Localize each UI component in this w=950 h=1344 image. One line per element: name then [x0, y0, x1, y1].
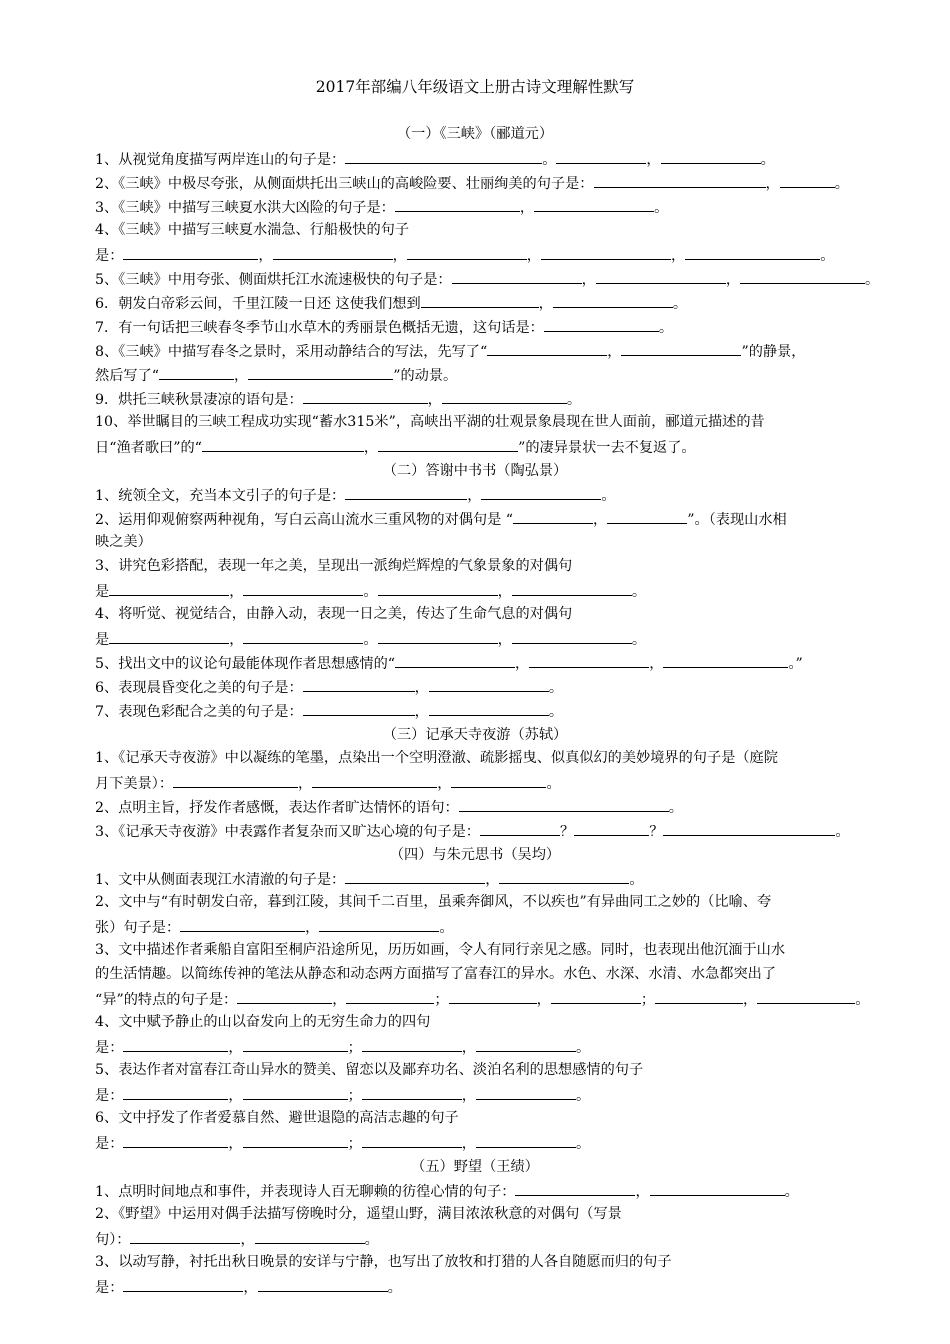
question-line: 1、从视觉角度描写两岸连山的句子是： 。 ， 。	[95, 148, 907, 170]
section-heading-1: （一）《三峡》（郦道元）	[396, 126, 554, 142]
section-heading-2: （二）答谢中书书（陶弘景）	[382, 463, 568, 479]
answer-blank[interactable]	[255, 1228, 365, 1244]
answer-blank[interactable]	[429, 700, 549, 716]
question-line: 5、表达作者对富春江奇山异水的赞美、留恋以及鄙弃功名、淡泊名利的思想感情的句子	[95, 1062, 644, 1078]
answer-blank[interactable]	[123, 1036, 228, 1052]
answer-blank[interactable]	[459, 796, 669, 812]
answer-blank[interactable]	[476, 1084, 576, 1100]
answer-blank[interactable]	[407, 244, 527, 260]
answer-blank[interactable]	[273, 244, 393, 260]
question-line: 4、将听觉、视觉结合，由静入动，表现一日之美，传达了生命气息的对偶句	[95, 606, 573, 622]
question-line: 日“渔者歌曰”的“ ， ”的凄异景状一去不复返了。	[95, 436, 907, 458]
answer-blank[interactable]	[655, 988, 743, 1004]
question-line: 1、统领全文，充当本文引子的句子是： ， 。	[95, 484, 907, 506]
answer-blank[interactable]	[607, 508, 687, 524]
answer-blank[interactable]	[243, 1036, 348, 1052]
answer-blank[interactable]	[123, 1132, 228, 1148]
question-line: 2、《野望》中运用对偶手法描写傍晚时分，遥望山野，满目浓浓秋意的对偶句（写景	[95, 1206, 622, 1222]
question-line: 映之美）	[95, 534, 152, 550]
answer-blank[interactable]	[541, 244, 671, 260]
answer-blank[interactable]	[378, 436, 518, 452]
answer-blank[interactable]	[621, 340, 741, 356]
answer-blank[interactable]	[481, 484, 601, 500]
answer-blank[interactable]	[451, 772, 546, 788]
answer-blank[interactable]	[421, 292, 539, 308]
question-line: 2、点明主旨，抒发作者感慨，表达作者旷达情怀的语句： 。	[95, 796, 907, 818]
question-line: 是 ， 。 ， 。	[95, 580, 907, 602]
question-line: 2、运用仰观俯察两种视角，写白云高山流水三重风物的对偶句是 “ ， ”。（表现山水相	[95, 508, 907, 530]
question-line: 2、文中与“有时朝发白帝，暮到江陵，其间千二百里，虽乘奔御风，不以疾也”有异曲同工之妙的（比喻、夸	[95, 894, 772, 910]
question-line: 句）： ， 。	[95, 1228, 907, 1250]
answer-blank[interactable]	[243, 1132, 348, 1148]
section-heading-5: （五）野望（王绩）	[411, 1159, 539, 1175]
question-line: 是： ， ， ， ， 。	[95, 244, 907, 266]
answer-blank[interactable]	[173, 772, 298, 788]
answer-blank[interactable]	[303, 700, 415, 716]
answer-blank[interactable]	[574, 820, 649, 836]
answer-blank[interactable]	[345, 868, 485, 884]
question-line: 8、《三峡》中描写春冬之景时，采用动静结合的写法，先写了“ ， ”的静景，	[95, 340, 907, 362]
answer-blank[interactable]	[663, 820, 835, 836]
answer-blank[interactable]	[345, 148, 437, 164]
question-line: 3、以动写静，衬托出秋日晚景的安详与宁静，也写出了放牧和打猎的人各自随愿而归的句子	[95, 1254, 672, 1270]
question-line: 7、表现色彩配合之美的句子是： ， 。	[95, 700, 907, 722]
question-line: 3、《三峡》中描写三峡夏水洪大凶险的句子是： ， 。	[95, 196, 907, 218]
answer-blank[interactable]	[515, 1180, 635, 1196]
answer-blank[interactable]	[596, 268, 726, 284]
answer-blank[interactable]	[512, 580, 632, 596]
question-line: 是： ， ； ， 。	[95, 1036, 907, 1058]
answer-blank[interactable]	[130, 1228, 240, 1244]
answer-blank[interactable]	[378, 628, 498, 644]
answer-blank[interactable]	[553, 292, 673, 308]
question-line: 6、表现晨昏变化之美的句子是： ， 。	[95, 676, 907, 698]
answer-blank[interactable]	[740, 268, 865, 284]
section-heading-3: （三）记承天寺夜游（苏轼）	[382, 727, 568, 743]
answer-blank[interactable]	[180, 916, 305, 932]
answer-blank[interactable]	[362, 1036, 462, 1052]
question-line: 5、找出文中的议论句最能体现作者思想感情的“ ， ， 。”	[95, 652, 907, 674]
answer-blank[interactable]	[551, 988, 641, 1004]
question-line: 月下美景）： ， ， 。	[95, 772, 907, 794]
answer-blank[interactable]	[303, 388, 428, 404]
answer-blank[interactable]	[159, 364, 234, 380]
answer-blank[interactable]	[243, 628, 363, 644]
question-line: “异”的特点的句子是： ， ； ， ； ， 。	[95, 988, 907, 1010]
question-line: 2、《三峡》中极尽夸张，从侧面烘托出三峡山的高峻险要、壮丽绚美的句子是： ， 。	[95, 172, 907, 194]
answer-blank[interactable]	[487, 340, 607, 356]
answer-blank[interactable]	[378, 580, 498, 596]
answer-blank[interactable]	[362, 1132, 462, 1148]
answer-blank[interactable]	[109, 628, 229, 644]
answer-blank[interactable]	[437, 148, 542, 164]
answer-blank[interactable]	[452, 268, 582, 284]
question-line: 3、《记承天寺夜游》中表露作者复杂而又旷达心境的句子是： ？ ？ 。	[95, 820, 907, 842]
answer-blank[interactable]	[248, 364, 393, 380]
answer-blank[interactable]	[780, 172, 835, 188]
answer-blank[interactable]	[202, 436, 364, 452]
answer-blank[interactable]	[499, 868, 629, 884]
question-line: 是： ， ； ， 。	[95, 1132, 907, 1154]
question-line: 3、文中描述作者乘船自富阳至桐庐沿途所见，历历如画，令人有同行亲见之感。同时，也表现出他沉湎于山水	[95, 942, 786, 958]
question-line: 9．烘托三峡秋景凄凉的语句是： ， 。	[95, 388, 907, 410]
answer-blank[interactable]	[123, 244, 258, 260]
question-line: 张）句子是： ， 。	[95, 916, 907, 938]
answer-blank[interactable]	[556, 148, 646, 164]
answer-blank[interactable]	[395, 196, 520, 212]
answer-blank[interactable]	[429, 676, 549, 692]
question-line: 5、《三峡》中用夸张、侧面烘托江水流速极快的句子是： ， ， 。	[95, 268, 907, 290]
answer-blank[interactable]	[123, 1084, 228, 1100]
answer-blank[interactable]	[512, 628, 632, 644]
question-line: 4、《三峡》中描写三峡夏水湍急、行船极快的句子	[95, 222, 410, 238]
answer-blank[interactable]	[237, 988, 332, 1004]
answer-blank[interactable]	[346, 988, 434, 1004]
answer-blank[interactable]	[109, 580, 229, 596]
answer-blank[interactable]	[258, 1276, 388, 1292]
answer-blank[interactable]	[685, 244, 820, 260]
answer-blank[interactable]	[757, 988, 855, 1004]
question-line: 是 ， 。 ， 。	[95, 628, 907, 650]
answer-blank[interactable]	[395, 652, 515, 668]
answer-blank[interactable]	[345, 484, 467, 500]
page-title: 2017年部编八年级语文上册古诗文理解性默写	[315, 78, 635, 96]
answer-blank[interactable]	[594, 172, 766, 188]
answer-blank[interactable]	[661, 148, 761, 164]
answer-blank[interactable]	[663, 652, 788, 668]
question-line: 1、点明时间地点和事件，并表现诗人百无聊赖的彷徨心情的句子： ， 。	[95, 1180, 907, 1202]
question-line: 3、讲究色彩搭配，表现一年之美，呈现出一派绚烂辉煌的气象景象的对偶句	[95, 558, 573, 574]
answer-blank[interactable]	[476, 1132, 576, 1148]
answer-blank[interactable]	[476, 1036, 576, 1052]
answer-blank[interactable]	[362, 1084, 462, 1100]
answer-blank[interactable]	[544, 316, 659, 332]
question-line: 是： ， ； ， 。	[95, 1084, 907, 1106]
answer-blank[interactable]	[529, 652, 649, 668]
answer-blank[interactable]	[513, 508, 593, 524]
answer-blank[interactable]	[312, 772, 437, 788]
question-line: 然后写了“ ， ”的动景。	[95, 364, 907, 386]
answer-blank[interactable]	[243, 1084, 348, 1100]
answer-blank[interactable]	[449, 988, 537, 1004]
answer-blank[interactable]	[243, 580, 363, 596]
answer-blank[interactable]	[442, 388, 567, 404]
answer-blank[interactable]	[319, 916, 439, 932]
question-line: 的生活情趣。以简练传神的笔法从静态和动态两方面描写了富春江的异水。水色、水深、水清、水急都突出了	[95, 966, 777, 982]
answer-blank[interactable]	[123, 1276, 243, 1292]
question-line: 1、文中从侧面表现江水清澈的句子是： ， 。	[95, 868, 907, 890]
question-line: 4、文中赋予静止的山以奋发向上的无穷生命力的四句	[95, 1014, 431, 1030]
answer-blank[interactable]	[650, 1180, 785, 1196]
section-heading-4: （四）与朱元思书（吴均）	[389, 847, 561, 863]
question-line: 1、《记承天寺夜游》中以凝练的笔墨，点染出一个空明澄澈、疏影摇曳、似真似幻的美妙境界的句子是（庭院	[95, 750, 778, 766]
question-line: 6．朝发白帝彩云间，千里江陵一日还 这使我们想到 ， 。	[95, 292, 907, 314]
answer-blank[interactable]	[534, 196, 654, 212]
question-line: 7．有一句话把三峡春冬季节山水草木的秀丽景色概括无遗，这句话是： 。	[95, 316, 907, 338]
question-line: 是： ， 。	[95, 1276, 907, 1298]
answer-blank[interactable]	[480, 820, 560, 836]
question-line: 6、文中抒发了作者爱慕自然、避世退隐的高洁志趣的句子	[95, 1110, 459, 1126]
answer-blank[interactable]	[303, 676, 415, 692]
question-line: 10、举世瞩目的三峡工程成功实现“蓄水315米”，高峡出平湖的壮观景象晨现在世人面前，郦道元描述的昔	[95, 414, 765, 430]
